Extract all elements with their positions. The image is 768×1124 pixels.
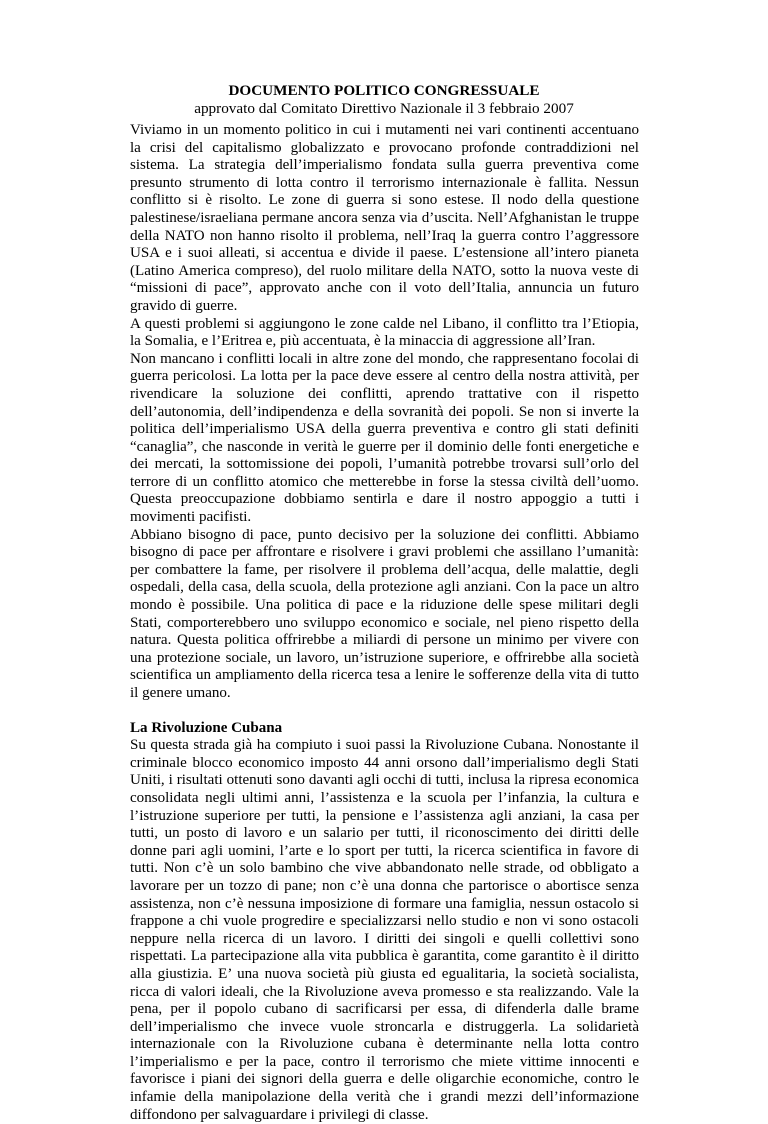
paragraph-rivoluzione-cubana: Su questa strada già ha compiuto i suoi passi la Rivoluzione Cubana. Nonostante il criminale blocco economico imposto 44 anni orsono dall’imperialismo degli Stati Uniti, i risultati ottenuti sono davanti agli occhi di tutti, inclusa la ripresa economica consolidata negli ultimi anni, l’assistenza e la scuola per l’infanzia, la cultura e l’istruzione superiore per tutti, la pensione e l’assistenza agli anziani, la casa per tutti, un posto di lavoro e un salario per tutti, il riconoscimento dei diritti delle donne pari agli uomini, l’arte e lo sport per tutti, la ricerca scientifica in favore di tutti. Non c’è un solo bambino che vive abbandonato nelle strade, od obbligato a lavorare per un tozzo di pane; non c’è una donna che partorisce o abortisce senza assistenza, non c’è nessuna imposizione di formare una famiglia, nessun ostacolo si frappone a chi vuole progredire e specializzarsi nello studio e non vi sono ostacoli neppure nella ricerca di un lavoro. I diritti dei singoli e quelli collettivi sono rispettati. La partecipazione alla vita pubblica è garantita, come garantito è il diritto alla giustizia. E’ una nuova società più giusta ed egualitaria, la società socialista, ricca di valori ideali, che la Rivoluzione aveva promesso e sta realizzando. Vale la pena, per il popolo cubano di sacrificarsi per essa, di difenderla dalle brame dell’imperialismo che invece vuole stroncarla e distruggerla. La solidarietà internazionale con la Rivoluzione cubana è determinante nella lotta contro l’imperialismo e per la pace, contro il terrorismo che miete vittime innocenti e favorisce i piani dei signori della guerra e delle oligarchie economiche, contro le infamie della manipolazione della verità che i grandi mezzi dell’informazione diffondono per salvaguardare i privilegi di classe. bbox=[130, 737, 639, 1123]
document-body bbox=[130, 122, 639, 1124]
paragraph-intro-1: Viviamo in un momento politico in cui i mutamenti nei vari continenti accentuano la crisi del capitalismo globalizzato e provocano profonde contraddizioni nel sistema. La strategia dell’imperialismo fondata sulla guerra preventiva come presunto strumento di lotta contro il terrorismo internazionale è fallita. Nessun conflitto si è risolto. Le zone di guerra si sono estese. Il nodo della questione palestinese/israeliana permane ancora senza via d’uscita. Nell’Afghanistan le truppe della NATO non hanno risolto il problema, nell’Iraq la guerra contro l’aggressore USA e i suoi alleati, si accentua e divide il paese. L’estensione all’intero pianeta (Latino America compreso), del ruolo militare della NATO, sotto la nuova veste di “missioni di pace”, approvato anche con il voto dell’Italia, annuncia un futuro gravido di guerre. bbox=[130, 122, 639, 314]
document-subtitle: approvato dal Comitato Direttivo Nazionale il 3 febbraio 2007 bbox=[194, 100, 574, 117]
section-heading-rivoluzione-cubana: La Rivoluzione Cubana bbox=[130, 719, 283, 736]
document-header bbox=[0, 82, 768, 118]
paragraph-intro-4: Abbiano bisogno di pace, punto decisivo per la soluzione dei conflitti. Abbiamo bisogno di pace per affrontare e risolvere i gravi problemi che assillano l’umanità: per combattere la fame, per risolvere il problema dell’acqua, delle malattie, degli ospedali, della casa, della scuola, della protezione agli anziani. Con la pace un altro mondo è possibile. Una politica di pace e la riduzione delle spese militari degli Stati, comporterebbero uno sviluppo economico e sociale, nel pieno rispetto della natura. Questa politica offrirebbe a miliardi di persone un minimo per vivere con una protezione sociale, un lavoro, un’istruzione superiore, e offrirebbe alla società scientifica un ampliamento della ricerca tesa a lenire le sofferenze della vita di tutto il genere umano. bbox=[130, 526, 639, 701]
paragraph-intro-3: Non mancano i conflitti locali in altre zone del mondo, che rappresentano focolai di guerra pericolosi. La lotta per la pace deve essere al centro della nostra attività, per rivendicare la soluzione dei conflitti, aprendo trattative con il rispetto dell’autonomia, dell’indipendenza e della sovranità dei popoli. Se non si inverte la politica dell’imperialismo USA della guerra preventiva e contro gli stati definiti “canaglia”, che nasconde in verità le guerre per il dominio delle fonti energetiche e dei mercati, la sottomissione dei popoli, l’umanità potrebbe trovarsi sull’orlo del terrore di un conflitto atomico che metterebbe in forse la stessa civiltà dell’uomo. Questa preoccupazione dobbiamo sentirla e dare il nostro appoggio a tutti i movimenti pacifisti. bbox=[130, 350, 639, 526]
document-title: DOCUMENTO POLITICO CONGRESSUALE bbox=[228, 82, 540, 99]
paragraph-intro-2: A questi problemi si aggiungono le zone calde nel Libano, il conflitto tra l’Etiopia, la Somalia, e l’Eritrea e, più accentuata, è la minaccia di aggressione all’Iran. bbox=[130, 315, 639, 350]
